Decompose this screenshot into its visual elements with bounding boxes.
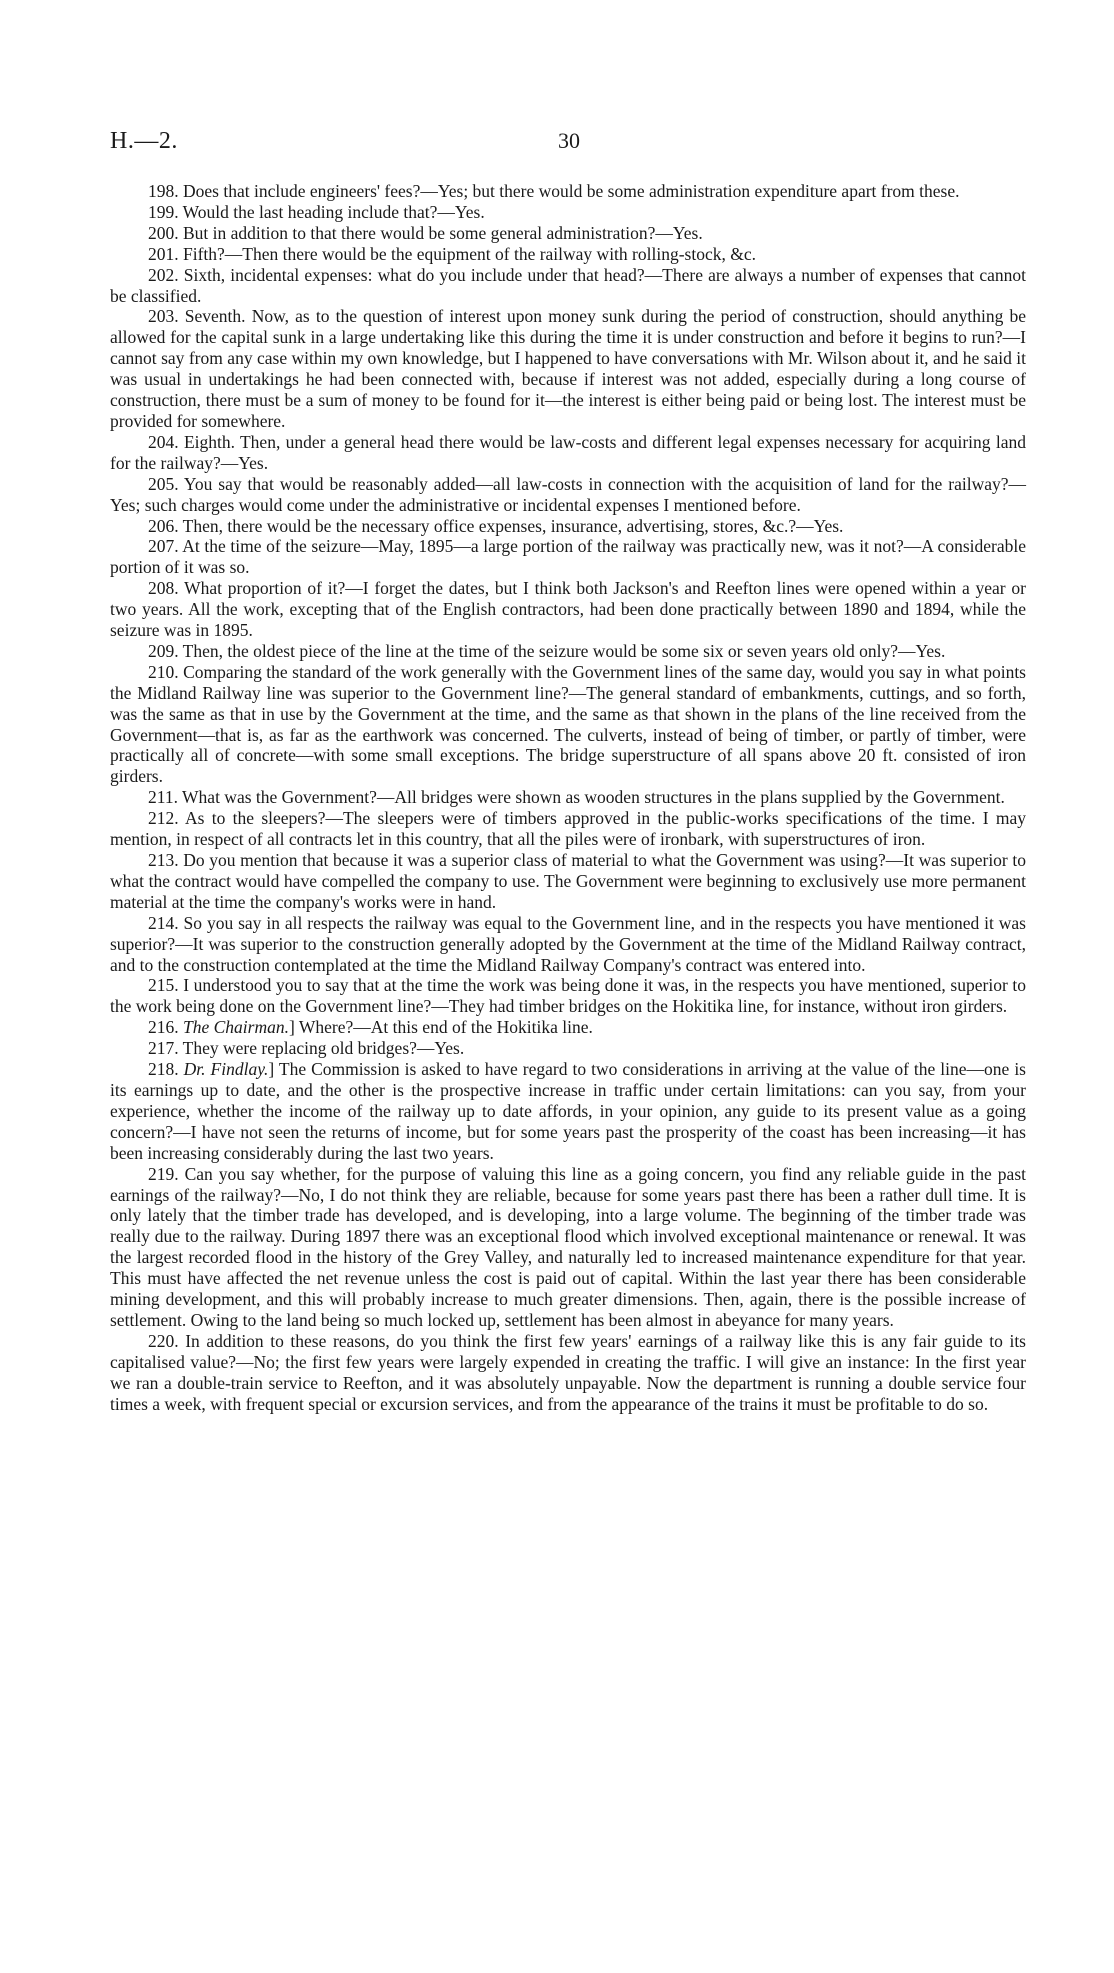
paragraph bbox=[110, 1059, 1026, 1164]
speaker-name: The Chairman. bbox=[183, 1017, 289, 1038]
paragraph-text: 205. You say that would be reasonably added—all law-costs in connection with the acquisition of land for the railway?—Yes; such charges would come under the administrative or incidental expenses I mentioned before. bbox=[110, 473, 1026, 515]
paragraph-prefix: 216. bbox=[148, 1017, 183, 1038]
document-body bbox=[110, 181, 1026, 1414]
paragraph-text: 199. Would the last heading include that?—Yes. bbox=[148, 201, 485, 222]
paragraph-text: 204. Eighth. Then, under a general head there would be law-costs and different legal expenses necessary for acquiring land for the railway?—Yes. bbox=[110, 431, 1026, 473]
paragraph bbox=[110, 244, 1026, 265]
paragraph bbox=[110, 787, 1026, 808]
speaker-name: Dr. Findlay. bbox=[183, 1059, 269, 1080]
paragraph bbox=[110, 1038, 1026, 1059]
paragraph bbox=[110, 1331, 1026, 1415]
document-reference: H.—2. bbox=[110, 128, 178, 154]
paragraph-text: 206. Then, there would be the necessary office expenses, insurance, advertising, stores, &c.?—Yes. bbox=[148, 515, 844, 536]
paragraph-text: 211. What was the Government?—All bridges were shown as wooden structures in the plans supplied by the Government. bbox=[148, 787, 1005, 808]
paragraph-text: 203. Seventh. Now, as to the question of interest upon money sunk during the period of construction, should anything be allowed for the capital sunk in a large undertaking like this during the time it is under construction and before it begins to run?—I cannot say from any case within my own knowledge, but I happened to have conversations with Mr. Wilson about it, and he said it was usual in undertakings he had been connected with, because if interest was not added, especially during a long course of construction, there must be a sum of money to be found for it—the interest is either being paid or being lost. The interest must be provided for somewhere. bbox=[110, 306, 1026, 431]
paragraph-text: 209. Then, the oldest piece of the line at the time of the seizure would be some six or seven years old only?—Yes. bbox=[148, 640, 946, 661]
paragraph-text: 217. They were replacing old bridges?—Yes. bbox=[148, 1038, 465, 1059]
paragraph-text: ] The Commission is asked to have regard to two considerations in arriving at the value of the line—one is its earnings up to date, and the other is the prospective increase in traffic under certain limitations: can you say, from your experience, whether the income of the railway up to date affords, in your opinion, any guide to its present value as a going concern?—I have not seen the returns of income, but for some years past the prosperity of the coast has been increasing—it has been increasing considerably during the last two years. bbox=[110, 1059, 1026, 1163]
paragraph-text: 200. But in addition to that there would be some general administration?—Yes. bbox=[148, 222, 703, 243]
paragraph-text: 220. In addition to these reasons, do you think the first few years' earnings of a railway like this is any fair guide to its capitalised value?—No; the first few years were largely expended in creating the traffic. I will give an instance: In the first year we ran a double-train service to Reefton, and it was absolutely unpayable. Now the department is running a double service four times a week, with frequent special or excursion services, and from the appearance of the trains it must be profitable to do so. bbox=[110, 1330, 1026, 1414]
paragraph bbox=[110, 913, 1026, 976]
paragraph bbox=[110, 808, 1026, 850]
paragraph bbox=[110, 1017, 1026, 1038]
paragraph-text: 212. As to the sleepers?—The sleepers were of timbers approved in the public-works specifications of the time. I may mention, in respect of all contracts let in this country, that all the piles were of ironbark, with superstructures of iron. bbox=[110, 808, 1026, 850]
paragraph-text: 215. I understood you to say that at the time the work was being done it was, in the respects you have mentioned, superior to the work being done on the Government line?—They had timber bridges on the Hokitika line, for instance, without iron girders. bbox=[110, 975, 1026, 1017]
paragraph bbox=[110, 516, 1026, 537]
paragraph bbox=[110, 306, 1026, 431]
paragraph bbox=[110, 662, 1026, 787]
paragraph bbox=[110, 265, 1026, 307]
paragraph bbox=[110, 641, 1026, 662]
paragraph-text: 198. Does that include engineers' fees?—Yes; but there would be some administration expenditure apart from these. bbox=[148, 181, 960, 201]
paragraph-text: 214. So you say in all respects the railway was equal to the Government line, and in the respects you have mentioned it was superior?—It was superior to the construction generally adopted by the Government at the time of the Midland Railway contract, and to the construction contemplated at the time the Midland Railway Company's contract was entered into. bbox=[110, 912, 1026, 975]
paragraph-text: 207. At the time of the seizure—May, 1895—a large portion of the railway was practically new, was it not?—A considerable portion of it was so. bbox=[110, 536, 1026, 578]
paragraph bbox=[110, 1164, 1026, 1331]
paragraph-text: 210. Comparing the standard of the work generally with the Government lines of the same day, would you say in what points the Midland Railway line was superior to the Government line?—The general standard of embankments, cuttings, and so forth, was the same as that in use by the Government at the time, and the same as that shown in the plans of the line received from the Government—that is, as far as the earthwork was concerned. The culverts, instead of being of timber, or partly of timber, were practically all of concrete—with some small exceptions. The bridge superstructure of all spans above 20 ft. consisted of iron girders. bbox=[110, 661, 1026, 787]
page-header bbox=[110, 128, 1010, 158]
paragraph-text: ] Where?—At this end of the Hokitika line. bbox=[288, 1017, 593, 1038]
paragraph-prefix: 218. bbox=[148, 1059, 184, 1080]
paragraph bbox=[110, 975, 1026, 1017]
paragraph bbox=[110, 223, 1026, 244]
paragraph-text: 202. Sixth, incidental expenses: what do you include under that head?—There are always a number of expenses that cannot be classified. bbox=[110, 264, 1026, 306]
paragraph bbox=[110, 474, 1026, 516]
paragraph-text: 201. Fifth?—Then there would be the equipment of the railway with rolling-stock, &c. bbox=[148, 243, 756, 264]
paragraph bbox=[110, 536, 1026, 578]
paragraph bbox=[110, 202, 1026, 223]
paragraph bbox=[110, 432, 1026, 474]
paragraph-text: 219. Can you say whether, for the purpose of valuing this line as a going concern, you find any reliable guide in the past earnings of the railway?—No, I do not think they are reliable, because for some years past there has been a rather dull time. It is only lately that the timber trade has developed, and is developing, into a large volume. The beginning of the timber trade was really due to the railway. During 1897 there was an exceptional flood which involved exceptional maintenance or renewal. It was the largest recorded flood in the history of the Grey Valley, and naturally led to increased maintenance expenditure for that year. This must have affected the net revenue unless the cost is paid out of capital. Within the last year there has been considerable mining development, and this will probably increase to much greater dimensions. Then, again, there is the possible increase of settlement. Owing to the land being so much locked up, settlement has been almost in abeyance for many years. bbox=[110, 1163, 1026, 1330]
paragraph-text: 208. What proportion of it?—I forget the dates, but I think both Jackson's and Reefton lines were opened within a year or two years. All the work, excepting that of the English contractors, had been done practically between 1890 and 1894, while the seizure was in 1895. bbox=[110, 578, 1026, 641]
paragraph-text: 213. Do you mention that because it was a superior class of material to what the Government was using?—It was superior to what the contract would have compelled the company to use. The Government were beginning to exclusively use more permanent material at the time the company's works were in hand. bbox=[110, 850, 1026, 912]
paragraph bbox=[110, 850, 1026, 913]
page-number: 30 bbox=[558, 128, 580, 153]
paragraph bbox=[110, 181, 1026, 202]
paragraph bbox=[110, 578, 1026, 641]
